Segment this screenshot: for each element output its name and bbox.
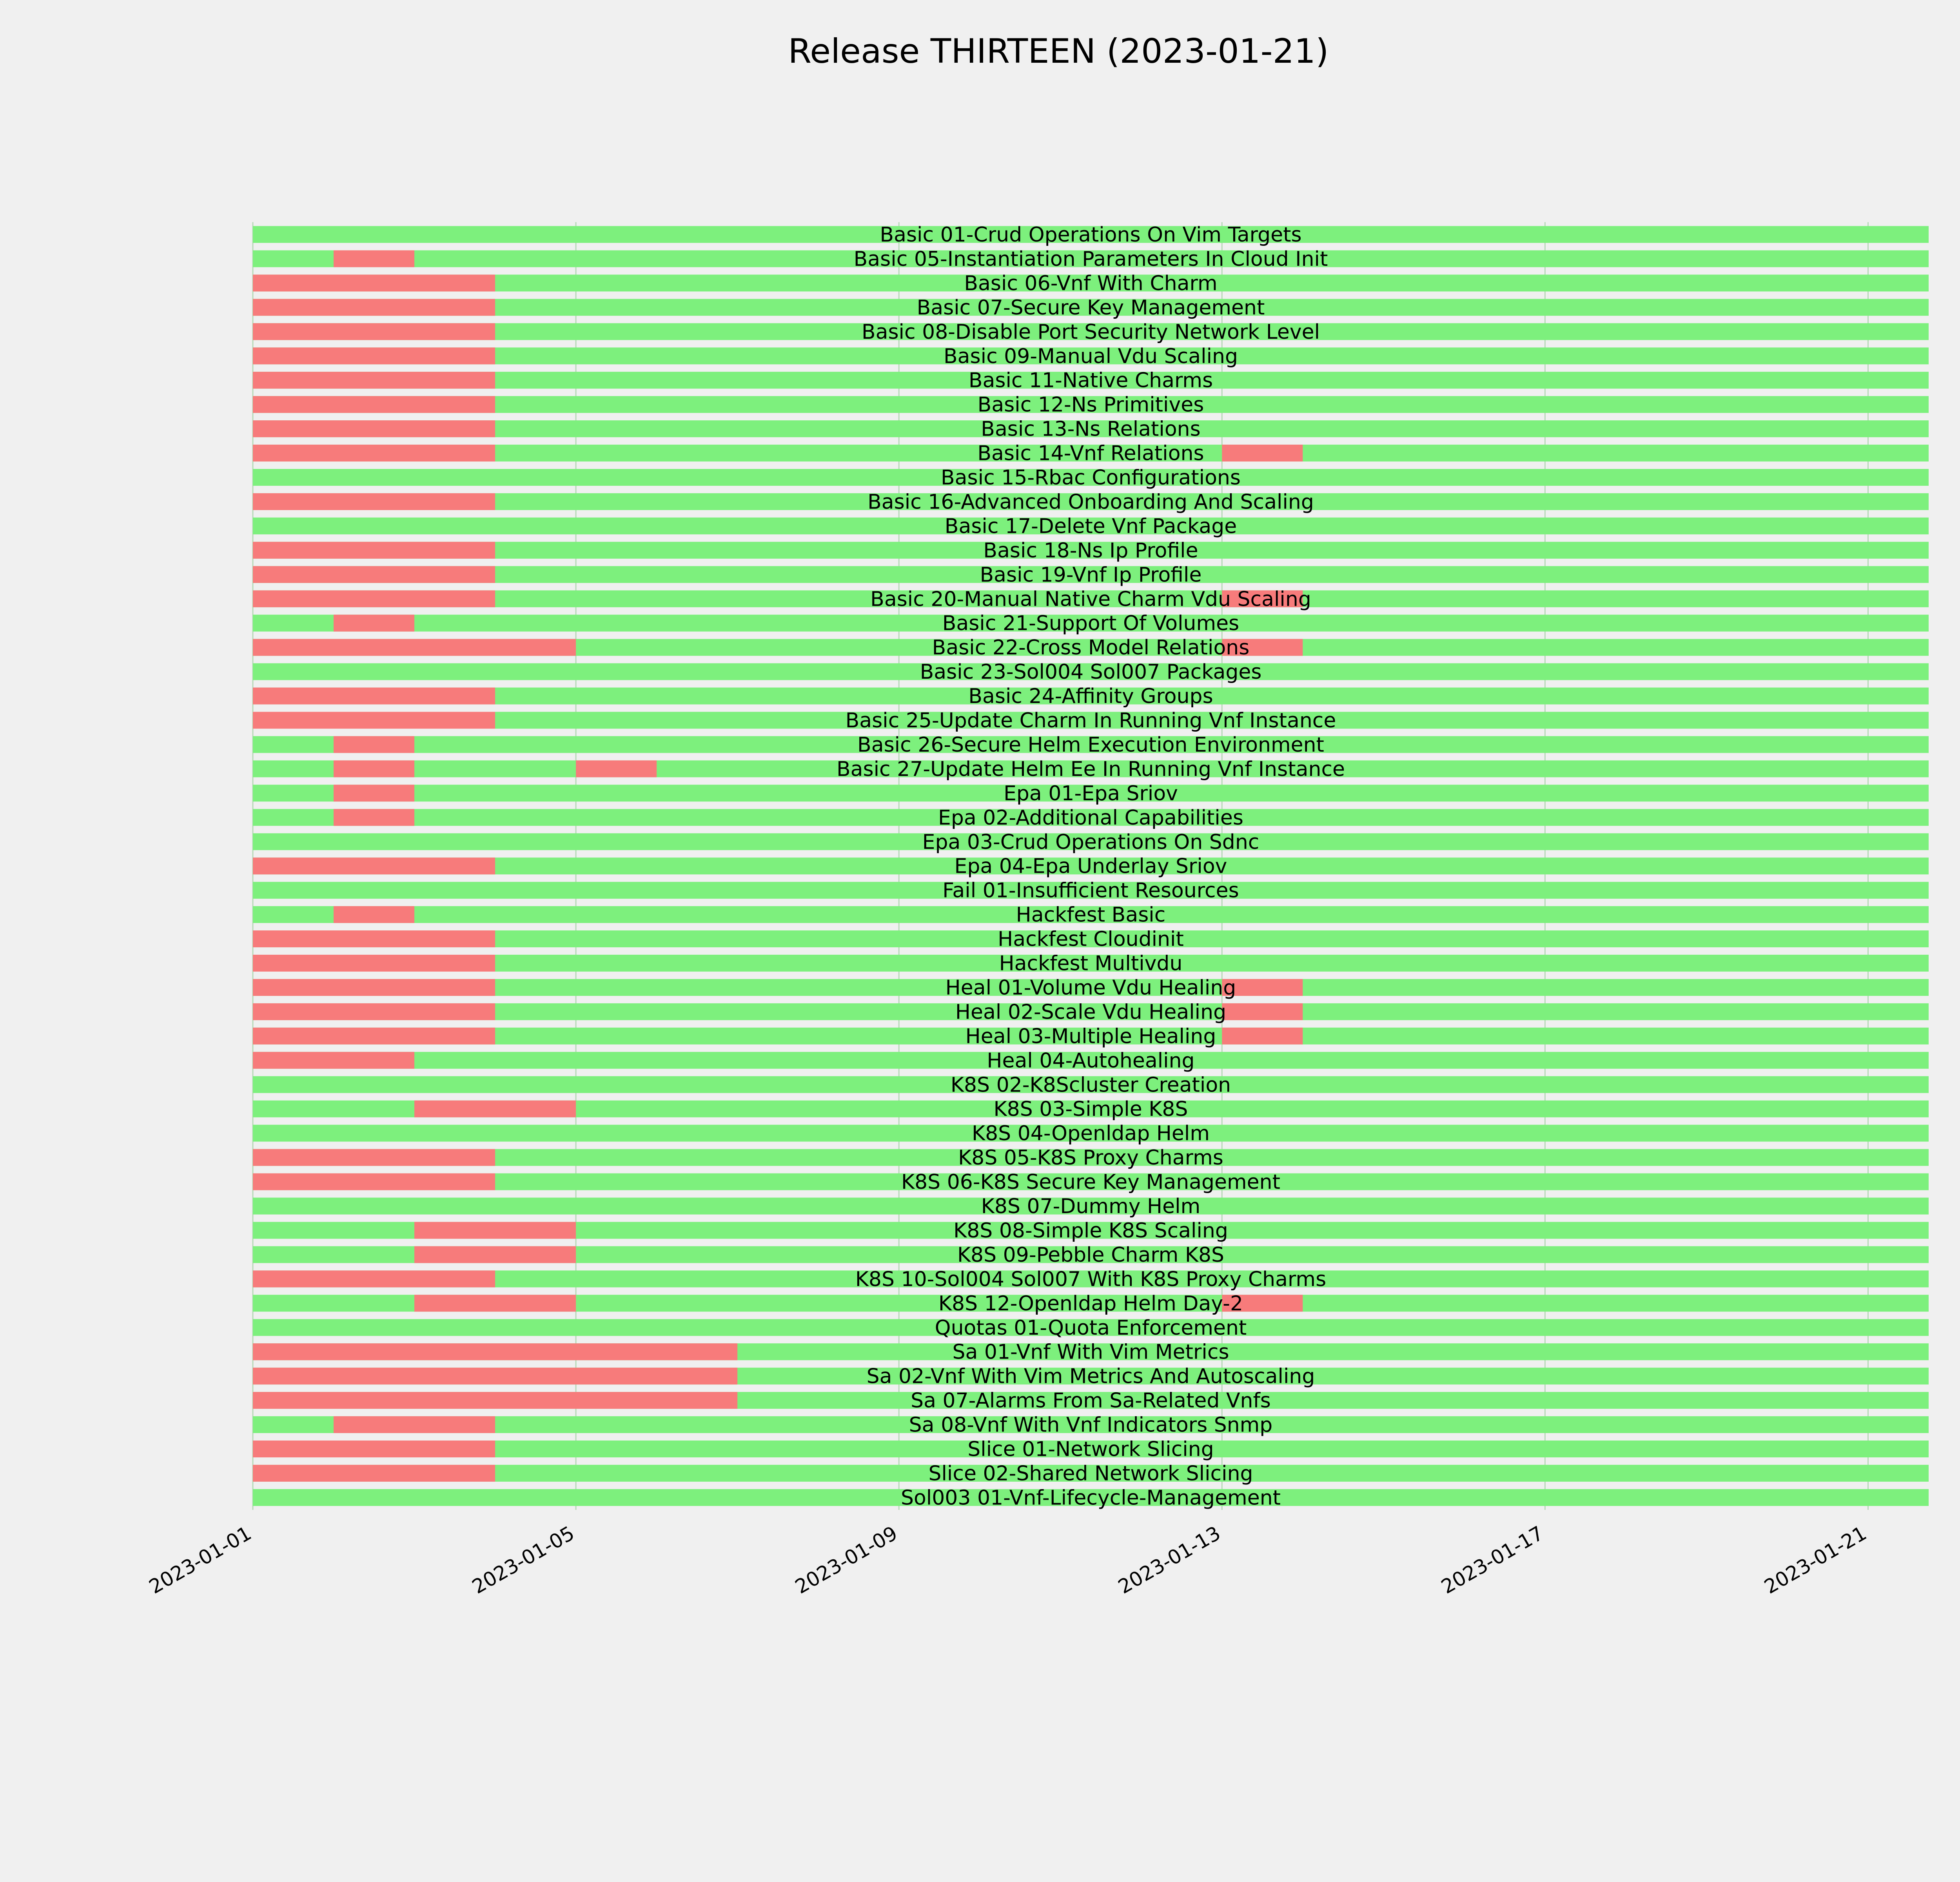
fail-bar	[253, 445, 495, 461]
fail-bar	[253, 420, 495, 437]
row-label: K8S 05-K8S Proxy Charms	[958, 1146, 1223, 1170]
row-label: Basic 25-Update Charm In Running Vnf Instance	[845, 709, 1336, 732]
fail-bar	[253, 372, 495, 389]
fail-bar	[253, 1270, 495, 1287]
row-label: Basic 17-Delete Vnf Package	[944, 514, 1237, 538]
row-label: Epa 02-Additional Capabilities	[938, 806, 1243, 830]
fail-bar	[253, 566, 495, 583]
fail-bar	[253, 1343, 737, 1360]
x-tick-label: 2023-01-05	[468, 1522, 579, 1599]
fail-bar	[414, 1222, 576, 1239]
fail-bar	[253, 323, 495, 340]
fail-bar	[414, 1101, 576, 1117]
fail-bar	[253, 1441, 495, 1457]
row-label: Basic 15-Rbac Configurations	[941, 466, 1241, 490]
fail-bar	[253, 1028, 495, 1045]
fail-bar	[253, 1392, 737, 1409]
row-label: Basic 16-Advanced Onboarding And Scaling	[867, 490, 1314, 514]
row-label: K8S 10-Sol004 Sol007 With K8S Proxy Charms	[855, 1267, 1327, 1291]
row-label: Basic 18-Ns Ip Profile	[983, 539, 1198, 563]
x-tick-label: 2023-01-17	[1437, 1522, 1548, 1599]
fail-bar	[253, 712, 495, 729]
row-label: Slice 02-Shared Network Slicing	[928, 1462, 1253, 1486]
fail-bar	[253, 688, 495, 705]
fail-bar	[334, 760, 414, 777]
row-label: Heal 02-Scale Vdu Healing	[955, 1000, 1227, 1024]
fail-bar	[253, 299, 495, 316]
row-label: K8S 09-Pebble Charm K8S	[957, 1243, 1225, 1267]
row-label: K8S 04-Openldap Helm	[971, 1122, 1210, 1146]
row-label: Basic 24-Affinity Groups	[968, 685, 1213, 708]
row-label: Epa 04-Epa Underlay Sriov	[954, 854, 1227, 878]
row-label: Fail 01-Insufficient Resources	[942, 879, 1239, 903]
fail-bar	[414, 1295, 576, 1312]
row-label: Basic 11-Native Charms	[968, 369, 1213, 392]
fail-bar	[1222, 1028, 1303, 1045]
fail-bar	[253, 1465, 495, 1482]
x-tick-label: 2023-01-09	[791, 1522, 902, 1599]
fail-bar	[253, 930, 495, 947]
row-label: Basic 01-Crud Operations On Vim Targets	[880, 223, 1302, 247]
row-label: Basic 26-Secure Helm Execution Environment	[857, 733, 1324, 757]
row-label: Hackfest Multivdu	[999, 952, 1183, 976]
row-label: Basic 21-Support Of Volumes	[942, 612, 1240, 636]
fail-bar	[253, 1368, 737, 1384]
row-label: Heal 01-Volume Vdu Healing	[945, 976, 1236, 1000]
row-label: Sa 01-Vnf With Vim Metrics	[952, 1340, 1229, 1364]
row-label: K8S 08-Simple K8S Scaling	[953, 1219, 1228, 1243]
fail-bar	[334, 785, 414, 801]
row-label: Basic 22-Cross Model Relations	[932, 636, 1250, 660]
fail-bar	[253, 274, 495, 291]
row-label: Sa 07-Alarms From Sa-Related Vnfs	[911, 1389, 1271, 1413]
fail-bar	[253, 493, 495, 510]
fail-bar	[334, 615, 414, 632]
row-label: Basic 19-Vnf Ip Profile	[980, 563, 1202, 587]
row-label: Hackfest Basic	[1016, 903, 1166, 927]
row-label: Heal 04-Autohealing	[987, 1049, 1195, 1073]
fail-bar	[253, 1003, 495, 1020]
fail-bar	[334, 906, 414, 923]
row-label: Sa 02-Vnf With Vim Metrics And Autoscaling	[866, 1364, 1315, 1388]
row-label: Basic 12-Ns Primitives	[977, 393, 1204, 417]
row-label: Sol003 01-Vnf-Lifecycle-Management	[900, 1486, 1281, 1510]
fail-bar	[253, 542, 495, 559]
x-tick-label: 2023-01-01	[145, 1522, 255, 1599]
fail-bar	[576, 760, 657, 777]
fail-bar	[253, 857, 495, 874]
fail-bar	[253, 1174, 495, 1190]
row-label: K8S 02-K8Scluster Creation	[950, 1073, 1231, 1097]
row-label: Hackfest Cloudinit	[998, 927, 1184, 951]
chart-title: Release THIRTEEN (2023-01-21)	[788, 32, 1329, 71]
x-tick-label: 2023-01-21	[1760, 1522, 1871, 1599]
fail-bar	[334, 1416, 495, 1433]
row-label: K8S 06-K8S Secure Key Management	[901, 1170, 1281, 1194]
fail-bar	[253, 347, 495, 364]
row-label: Basic 27-Update Helm Ee In Running Vnf Instance	[836, 757, 1345, 781]
row-label: K8S 07-Dummy Helm	[981, 1195, 1201, 1218]
fail-bar	[1222, 1003, 1303, 1020]
fail-bar	[253, 955, 495, 972]
row-label: Epa 01-Epa Sriov	[1004, 781, 1178, 805]
row-label: Basic 23-Sol004 Sol007 Packages	[920, 660, 1262, 684]
row-label: K8S 12-Openldap Helm Day-2	[938, 1292, 1243, 1315]
fail-bar	[1222, 445, 1303, 461]
row-label: Basic 08-Disable Port Security Network Level	[861, 320, 1320, 344]
row-label: Epa 03-Crud Operations On Sdnc	[922, 830, 1259, 854]
fail-bar	[334, 250, 414, 267]
row-label: Basic 14-Vnf Relations	[977, 441, 1204, 465]
row-label: Basic 09-Manual Vdu Scaling	[943, 344, 1238, 368]
row-label: Slice 01-Network Slicing	[967, 1437, 1214, 1461]
row-label: Basic 06-Vnf With Charm	[964, 271, 1218, 295]
row-label: Basic 13-Ns Relations	[981, 417, 1201, 441]
fail-bar	[253, 639, 576, 656]
fail-bar	[253, 396, 495, 413]
row-label: Basic 20-Manual Native Charm Vdu Scaling	[870, 587, 1311, 611]
row-label: Basic 07-Secure Key Management	[916, 296, 1265, 320]
row-label: Basic 05-Instantiation Parameters In Cloud Init	[853, 247, 1328, 271]
row-label: Quotas 01-Quota Enforcement	[935, 1316, 1247, 1340]
fail-bar	[414, 1246, 576, 1263]
fail-bar	[253, 590, 495, 607]
x-tick-label: 2023-01-13	[1114, 1522, 1225, 1599]
row-label: K8S 03-Simple K8S	[993, 1097, 1188, 1121]
fail-bar	[334, 809, 414, 826]
row-label: Heal 03-Multiple Healing	[965, 1025, 1216, 1048]
fail-bar	[253, 1052, 414, 1069]
row-label: Sa 08-Vnf With Vnf Indicators Snmp	[909, 1413, 1273, 1437]
fail-bar	[334, 736, 414, 753]
fail-bar	[253, 979, 495, 996]
fail-bar	[253, 1149, 495, 1166]
